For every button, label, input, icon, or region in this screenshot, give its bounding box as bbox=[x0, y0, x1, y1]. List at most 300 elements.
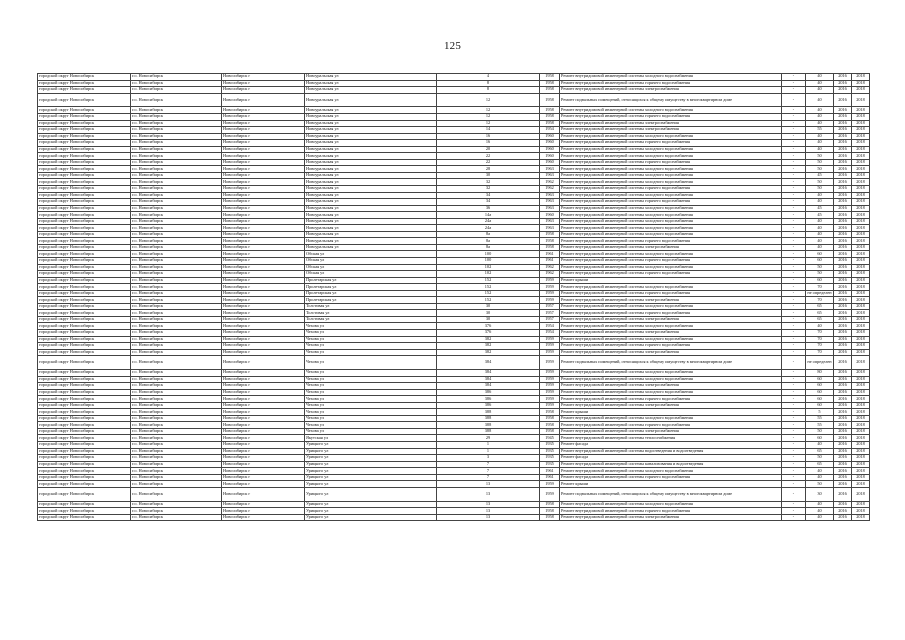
house-number-cell: 30 bbox=[437, 310, 540, 317]
district-cell: городской округ Новосибирск bbox=[38, 258, 131, 265]
dash-cell: - bbox=[782, 508, 806, 515]
price-cell: 50 bbox=[806, 166, 834, 173]
work-type-cell: Ремонт внутридомовой инженерной системы холодного водоснабжения bbox=[560, 212, 782, 219]
start-year-cell: 2016 bbox=[834, 218, 852, 225]
city-cell: Новосибирск г bbox=[222, 74, 305, 81]
build-year-cell: 1958 bbox=[540, 409, 560, 416]
street-cell: Новоуральская ул bbox=[305, 244, 437, 251]
start-year-cell: 2016 bbox=[834, 316, 852, 323]
price-cell: 45 bbox=[806, 212, 834, 219]
street-cell: Новоуральская ул bbox=[305, 153, 437, 160]
build-year-cell: 1962 bbox=[540, 264, 560, 271]
municipality-cell: г.о. Новосибирск bbox=[131, 140, 222, 147]
district-cell: городской округ Новосибирск bbox=[38, 277, 131, 284]
price-cell: 55 bbox=[806, 127, 834, 134]
city-cell: Новосибирск г bbox=[222, 514, 305, 521]
district-cell: городской округ Новосибирск bbox=[38, 290, 131, 297]
price-cell: 70 bbox=[806, 297, 834, 304]
house-number-cell: 14 bbox=[437, 127, 540, 134]
end-year-cell: 2018 bbox=[852, 238, 870, 245]
end-year-cell: 2018 bbox=[852, 508, 870, 515]
city-cell: Новосибирск г bbox=[222, 218, 305, 225]
dash-cell: - bbox=[782, 349, 806, 356]
district-cell: городской округ Новосибирск bbox=[38, 80, 131, 87]
end-year-cell: 2018 bbox=[852, 487, 870, 501]
build-year-cell: 1960 bbox=[540, 140, 560, 147]
municipality-cell: г.о. Новосибирск bbox=[131, 159, 222, 166]
dash-cell: - bbox=[782, 113, 806, 120]
district-cell: городской округ Новосибирск bbox=[38, 415, 131, 422]
house-number-cell: 100 bbox=[437, 258, 540, 265]
end-year-cell: 2018 bbox=[852, 231, 870, 238]
street-cell: Чехова ул bbox=[305, 409, 437, 416]
end-year-cell: 2018 bbox=[852, 277, 870, 284]
street-cell: Пролетарская ул bbox=[305, 277, 437, 284]
end-year-cell: 2018 bbox=[852, 205, 870, 212]
price-cell: 40 bbox=[806, 474, 834, 481]
build-year-cell: 1960 bbox=[540, 133, 560, 140]
house-number-cell: 22 bbox=[437, 153, 540, 160]
build-year-cell: 1960 bbox=[540, 146, 560, 153]
city-cell: Новосибирск г bbox=[222, 277, 305, 284]
start-year-cell: 2016 bbox=[834, 389, 852, 396]
house-number-cell: 3 bbox=[437, 455, 540, 462]
dash-cell: - bbox=[782, 212, 806, 219]
city-cell: Новосибирск г bbox=[222, 107, 305, 114]
district-cell: городской округ Новосибирск bbox=[38, 218, 131, 225]
end-year-cell: 2018 bbox=[852, 474, 870, 481]
house-number-cell: 376 bbox=[437, 330, 540, 337]
district-cell: городской округ Новосибирск bbox=[38, 199, 131, 206]
price-cell: 50 bbox=[806, 153, 834, 160]
district-cell: городской округ Новосибирск bbox=[38, 428, 131, 435]
end-year-cell: 2018 bbox=[852, 310, 870, 317]
build-year-cell: 1962 bbox=[540, 179, 560, 186]
district-cell: городской округ Новосибирск bbox=[38, 159, 131, 166]
district-cell: городской округ Новосибирск bbox=[38, 508, 131, 515]
dash-cell: - bbox=[782, 316, 806, 323]
house-number-cell: 386 bbox=[437, 396, 540, 403]
district-cell: городской округ Новосибирск bbox=[38, 238, 131, 245]
price-cell: 60 bbox=[806, 396, 834, 403]
end-year-cell: 2018 bbox=[852, 113, 870, 120]
house-number-cell: 152 bbox=[437, 284, 540, 291]
build-year-cell: 1958 bbox=[540, 120, 560, 127]
street-cell: Чехова ул bbox=[305, 343, 437, 350]
dash-cell: - bbox=[782, 336, 806, 343]
house-number-cell: 32 bbox=[437, 179, 540, 186]
dash-cell: - bbox=[782, 186, 806, 193]
municipality-cell: г.о. Новосибирск bbox=[131, 323, 222, 330]
municipality-cell: г.о. Новосибирск bbox=[131, 468, 222, 475]
start-year-cell: 2016 bbox=[834, 461, 852, 468]
city-cell: Новосибирск г bbox=[222, 336, 305, 343]
build-year-cell: 1961 bbox=[540, 251, 560, 258]
price-cell: 60 bbox=[806, 251, 834, 258]
price-cell: 50 bbox=[806, 271, 834, 278]
price-cell: 50 bbox=[806, 179, 834, 186]
price-cell: 40 bbox=[806, 442, 834, 449]
end-year-cell: 2018 bbox=[852, 264, 870, 271]
city-cell: Новосибирск г bbox=[222, 409, 305, 416]
street-cell: Новоуральская ул bbox=[305, 186, 437, 193]
price-cell: 40 bbox=[806, 74, 834, 81]
work-type-cell: Ремонт внутридомовой инженерной системы горячего водоснабжения bbox=[560, 290, 782, 297]
work-type-cell: Ремонт внутридомовой инженерной системы электроснабжения bbox=[560, 383, 782, 390]
house-number-cell: 13 bbox=[437, 514, 540, 521]
build-year-cell: 1935 bbox=[540, 448, 560, 455]
municipality-cell: г.о. Новосибирск bbox=[131, 205, 222, 212]
price-cell: 40 bbox=[806, 120, 834, 127]
house-number-cell: 382 bbox=[437, 343, 540, 350]
end-year-cell: 2018 bbox=[852, 468, 870, 475]
price-cell: 70 bbox=[806, 336, 834, 343]
build-year-cell: 1963 bbox=[540, 172, 560, 179]
house-number-cell: 16 bbox=[437, 140, 540, 147]
end-year-cell: 2018 bbox=[852, 153, 870, 160]
municipality-cell: г.о. Новосибирск bbox=[131, 133, 222, 140]
build-year-cell: 1958 bbox=[540, 107, 560, 114]
build-year-cell: 1959 bbox=[540, 402, 560, 409]
district-cell: городской округ Новосибирск bbox=[38, 87, 131, 94]
city-cell: Новосибирск г bbox=[222, 487, 305, 501]
municipality-cell: г.о. Новосибирск bbox=[131, 297, 222, 304]
city-cell: Новосибирск г bbox=[222, 284, 305, 291]
district-cell: городской округ Новосибирск bbox=[38, 205, 131, 212]
house-number-cell: 16 bbox=[437, 133, 540, 140]
dash-cell: - bbox=[782, 376, 806, 383]
start-year-cell: 2016 bbox=[834, 113, 852, 120]
end-year-cell: 2018 bbox=[852, 422, 870, 429]
house-number-cell: 152 bbox=[437, 297, 540, 304]
house-number-cell: 13 bbox=[437, 487, 540, 501]
work-type-cell: Ремонт внутридомовой инженерной системы холодного водоснабжения bbox=[560, 264, 782, 271]
start-year-cell: 2016 bbox=[834, 212, 852, 219]
district-cell: городской округ Новосибирск bbox=[38, 93, 131, 107]
district-cell: городской округ Новосибирск bbox=[38, 376, 131, 383]
work-type-cell: Ремонт внутридомовой инженерной системы горячего водоснабжения bbox=[560, 113, 782, 120]
city-cell: Новосибирск г bbox=[222, 120, 305, 127]
dash-cell: - bbox=[782, 127, 806, 134]
district-cell: городской округ Новосибирск bbox=[38, 264, 131, 271]
city-cell: Новосибирск г bbox=[222, 251, 305, 258]
start-year-cell: 2016 bbox=[834, 271, 852, 278]
end-year-cell: 2018 bbox=[852, 225, 870, 232]
table-row bbox=[38, 487, 870, 501]
city-cell: Новосибирск г bbox=[222, 422, 305, 429]
district-cell: городской округ Новосибирск bbox=[38, 336, 131, 343]
dash-cell: - bbox=[782, 192, 806, 199]
build-year-cell: 1958 bbox=[540, 87, 560, 94]
price-cell: 80 bbox=[806, 370, 834, 377]
price-cell: 40 bbox=[806, 199, 834, 206]
end-year-cell: 2018 bbox=[852, 343, 870, 350]
table-row bbox=[38, 93, 870, 107]
city-cell: Новосибирск г bbox=[222, 264, 305, 271]
district-cell: городской округ Новосибирск bbox=[38, 225, 131, 232]
municipality-cell: г.о. Новосибирск bbox=[131, 74, 222, 81]
city-cell: Новосибирск г bbox=[222, 225, 305, 232]
start-year-cell: 2016 bbox=[834, 133, 852, 140]
house-number-cell: 7 bbox=[437, 468, 540, 475]
build-year-cell: 1958 bbox=[540, 238, 560, 245]
work-type-cell: Ремонт внутридомовой инженерной системы горячего водоснабжения bbox=[560, 159, 782, 166]
start-year-cell: 2016 bbox=[834, 448, 852, 455]
house-number-cell: 388 bbox=[437, 428, 540, 435]
end-year-cell: 2018 bbox=[852, 218, 870, 225]
district-cell: городской округ Новосибирск bbox=[38, 133, 131, 140]
dash-cell: - bbox=[782, 93, 806, 107]
end-year-cell: 2018 bbox=[852, 316, 870, 323]
work-type-cell: Ремонт внутридомовой инженерной системы холодного водоснабжения bbox=[560, 501, 782, 508]
house-number-cell: 13 bbox=[437, 508, 540, 515]
price-cell: 50 bbox=[806, 159, 834, 166]
build-year-cell: 1959 bbox=[540, 370, 560, 377]
municipality-cell: г.о. Новосибирск bbox=[131, 396, 222, 403]
house-number-cell: 29 bbox=[437, 435, 540, 442]
start-year-cell: 2016 bbox=[834, 264, 852, 271]
start-year-cell: 2016 bbox=[834, 376, 852, 383]
work-type-cell: Ремонт внутридомовой инженерной системы горячего водоснабжения bbox=[560, 80, 782, 87]
dash-cell: - bbox=[782, 199, 806, 206]
street-cell: Урицкого ул bbox=[305, 487, 437, 501]
price-cell: 40 bbox=[806, 146, 834, 153]
work-type-cell: Ремонт внутридомовой инженерной системы горячего водоснабжения bbox=[560, 271, 782, 278]
municipality-cell: г.о. Новосибирск bbox=[131, 277, 222, 284]
district-cell: городской округ Новосибирск bbox=[38, 435, 131, 442]
municipality-cell: г.о. Новосибирск bbox=[131, 474, 222, 481]
city-cell: Новосибирск г bbox=[222, 316, 305, 323]
table-row bbox=[38, 514, 870, 521]
start-year-cell: 2016 bbox=[834, 474, 852, 481]
build-year-cell: 1959 bbox=[540, 277, 560, 284]
house-number-cell: 20 bbox=[437, 146, 540, 153]
price-cell: 60 bbox=[806, 435, 834, 442]
work-type-cell: Ремонт внутридомовой инженерной системы холодного водоснабжения bbox=[560, 225, 782, 232]
price-cell: 60 bbox=[806, 402, 834, 409]
street-cell: Новоуральская ул bbox=[305, 140, 437, 147]
district-cell: городской округ Новосибирск bbox=[38, 310, 131, 317]
municipality-cell: г.о. Новосибирск bbox=[131, 290, 222, 297]
street-cell: Новоуральская ул bbox=[305, 212, 437, 219]
city-cell: Новосибирск г bbox=[222, 303, 305, 310]
municipality-cell: г.о. Новосибирск bbox=[131, 487, 222, 501]
city-cell: Новосибирск г bbox=[222, 166, 305, 173]
city-cell: Новосибирск г bbox=[222, 80, 305, 87]
dash-cell: - bbox=[782, 389, 806, 396]
end-year-cell: 2018 bbox=[852, 107, 870, 114]
city-cell: Новосибирск г bbox=[222, 172, 305, 179]
price-cell: 40 bbox=[806, 218, 834, 225]
dash-cell: - bbox=[782, 448, 806, 455]
city-cell: Новосибирск г bbox=[222, 192, 305, 199]
dash-cell: - bbox=[782, 231, 806, 238]
dash-cell: - bbox=[782, 383, 806, 390]
house-number-cell: 24а bbox=[437, 218, 540, 225]
district-cell: городской округ Новосибирск bbox=[38, 120, 131, 127]
house-number-cell: 28 bbox=[437, 166, 540, 173]
dash-cell: - bbox=[782, 159, 806, 166]
end-year-cell: 2018 bbox=[852, 127, 870, 134]
street-cell: Новоуральская ул bbox=[305, 199, 437, 206]
street-cell: Чехова ул bbox=[305, 396, 437, 403]
end-year-cell: 2018 bbox=[852, 179, 870, 186]
municipality-cell: г.о. Новосибирск bbox=[131, 186, 222, 193]
work-type-cell: Ремонт внутридомовой инженерной системы холодного водоснабжения bbox=[560, 172, 782, 179]
start-year-cell: 2016 bbox=[834, 409, 852, 416]
end-year-cell: 2018 bbox=[852, 74, 870, 81]
city-cell: Новосибирск г bbox=[222, 153, 305, 160]
city-cell: Новосибирск г bbox=[222, 127, 305, 134]
street-cell: Обская ул bbox=[305, 258, 437, 265]
build-year-cell: 1961 bbox=[540, 258, 560, 265]
work-type-cell: Ремонт внутридомовой инженерной системы электроснабжения bbox=[560, 330, 782, 337]
street-cell: Толстовая ул bbox=[305, 316, 437, 323]
work-type-cell: Ремонт крыши bbox=[560, 277, 782, 284]
street-cell: Урицкого ул bbox=[305, 474, 437, 481]
dash-cell: - bbox=[782, 396, 806, 403]
city-cell: Новосибирск г bbox=[222, 186, 305, 193]
price-cell: не определен bbox=[806, 356, 834, 370]
house-number-cell: 102 bbox=[437, 271, 540, 278]
end-year-cell: 2018 bbox=[852, 80, 870, 87]
municipality-cell: г.о. Новосибирск bbox=[131, 310, 222, 317]
work-type-cell: Ремонт внутридомовой инженерной системы холодного водоснабжения bbox=[560, 192, 782, 199]
build-year-cell: 1935 bbox=[540, 455, 560, 462]
city-cell: Новосибирск г bbox=[222, 199, 305, 206]
municipality-cell: г.о. Новосибирск bbox=[131, 172, 222, 179]
dash-cell: - bbox=[782, 74, 806, 81]
end-year-cell: 2018 bbox=[852, 166, 870, 173]
build-year-cell: 1958 bbox=[540, 422, 560, 429]
street-cell: Урицкого ул bbox=[305, 508, 437, 515]
dash-cell: - bbox=[782, 415, 806, 422]
city-cell: Новосибирск г bbox=[222, 87, 305, 94]
start-year-cell: 2016 bbox=[834, 277, 852, 284]
price-cell: 60 bbox=[806, 258, 834, 265]
end-year-cell: 2018 bbox=[852, 349, 870, 356]
municipality-cell: г.о. Новосибирск bbox=[131, 455, 222, 462]
build-year-cell: 1961 bbox=[540, 474, 560, 481]
district-cell: городской округ Новосибирск bbox=[38, 474, 131, 481]
street-cell: Пролетарская ул bbox=[305, 297, 437, 304]
build-year-cell: 1963 bbox=[540, 192, 560, 199]
city-cell: Новосибирск г bbox=[222, 501, 305, 508]
municipality-cell: г.о. Новосибирск bbox=[131, 225, 222, 232]
build-year-cell: 1960 bbox=[540, 159, 560, 166]
work-type-cell: Ремонт внутридомовой инженерной системы холодного водоснабжения bbox=[560, 205, 782, 212]
build-year-cell: 1961 bbox=[540, 468, 560, 475]
municipality-cell: г.о. Новосибирск bbox=[131, 107, 222, 114]
dash-cell: - bbox=[782, 422, 806, 429]
build-year-cell: 1958 bbox=[540, 508, 560, 515]
price-cell: 40 bbox=[806, 508, 834, 515]
city-cell: Новосибирск г bbox=[222, 343, 305, 350]
dash-cell: - bbox=[782, 120, 806, 127]
street-cell: Новоуральская ул bbox=[305, 87, 437, 94]
dash-cell: - bbox=[782, 442, 806, 449]
dash-cell: - bbox=[782, 435, 806, 442]
house-number-cell: 30 bbox=[437, 303, 540, 310]
end-year-cell: 2018 bbox=[852, 199, 870, 206]
district-cell: городской округ Новосибирск bbox=[38, 455, 131, 462]
house-number-cell: 7 bbox=[437, 474, 540, 481]
price-cell: 60 bbox=[806, 383, 834, 390]
municipality-cell: г.о. Новосибирск bbox=[131, 120, 222, 127]
start-year-cell: 2016 bbox=[834, 310, 852, 317]
start-year-cell: 2016 bbox=[834, 442, 852, 449]
city-cell: Новосибирск г bbox=[222, 474, 305, 481]
house-number-cell: 12 bbox=[437, 120, 540, 127]
street-cell: Новоуральская ул bbox=[305, 231, 437, 238]
city-cell: Новосибирск г bbox=[222, 244, 305, 251]
work-type-cell: Ремонт внутридомовой инженерной системы горячего водоснабжения bbox=[560, 199, 782, 206]
build-year-cell: 1935 bbox=[540, 461, 560, 468]
district-cell: городской округ Новосибирск bbox=[38, 297, 131, 304]
city-cell: Новосибирск г bbox=[222, 442, 305, 449]
end-year-cell: 2018 bbox=[852, 330, 870, 337]
municipality-cell: г.о. Новосибирск bbox=[131, 370, 222, 377]
work-type-cell: Ремонт внутридомовой инженерной системы горячего водоснабжения bbox=[560, 186, 782, 193]
end-year-cell: 2018 bbox=[852, 336, 870, 343]
street-cell: Чехова ул bbox=[305, 422, 437, 429]
start-year-cell: 2016 bbox=[834, 225, 852, 232]
house-number-cell: 382 bbox=[437, 336, 540, 343]
house-number-cell: 14а bbox=[437, 212, 540, 219]
house-number-cell: 36 bbox=[437, 205, 540, 212]
build-year-cell: 1945 bbox=[540, 435, 560, 442]
start-year-cell: 2016 bbox=[834, 166, 852, 173]
build-year-cell: 1958 bbox=[540, 80, 560, 87]
street-cell: Чехова ул bbox=[305, 376, 437, 383]
build-year-cell: 1959 bbox=[540, 396, 560, 403]
work-type-cell: Ремонт внутридомовой инженерной системы холодного водоснабжения bbox=[560, 323, 782, 330]
house-number-cell: 384 bbox=[437, 383, 540, 390]
district-cell: городской округ Новосибирск bbox=[38, 244, 131, 251]
municipality-cell: г.о. Новосибирск bbox=[131, 508, 222, 515]
district-cell: городской округ Новосибирск bbox=[38, 303, 131, 310]
start-year-cell: 2016 bbox=[834, 172, 852, 179]
dash-cell: - bbox=[782, 251, 806, 258]
work-type-cell: Ремонт внутридомовой инженерной системы горячего водоснабжения bbox=[560, 343, 782, 350]
dash-cell: - bbox=[782, 218, 806, 225]
dash-cell: - bbox=[782, 133, 806, 140]
start-year-cell: 2016 bbox=[834, 231, 852, 238]
build-year-cell: 1957 bbox=[540, 310, 560, 317]
city-cell: Новосибирск г bbox=[222, 349, 305, 356]
street-cell: Урицкого ул bbox=[305, 514, 437, 521]
city-cell: Новосибирск г bbox=[222, 481, 305, 488]
work-type-cell: Ремонт крыши bbox=[560, 409, 782, 416]
build-year-cell: 1957 bbox=[540, 316, 560, 323]
end-year-cell: 2018 bbox=[852, 159, 870, 166]
city-cell: Новосибирск г bbox=[222, 179, 305, 186]
street-cell: Якутская ул bbox=[305, 435, 437, 442]
municipality-cell: г.о. Новосибирск bbox=[131, 199, 222, 206]
price-cell: 40 bbox=[806, 238, 834, 245]
city-cell: Новосибирск г bbox=[222, 133, 305, 140]
city-cell: Новосибирск г bbox=[222, 383, 305, 390]
municipality-cell: г.о. Новосибирск bbox=[131, 422, 222, 429]
price-cell: 40 bbox=[806, 87, 834, 94]
build-year-cell: 1958 bbox=[540, 113, 560, 120]
city-cell: Новосибирск г bbox=[222, 205, 305, 212]
district-cell: городской округ Новосибирск bbox=[38, 501, 131, 508]
district-cell: городской округ Новосибирск bbox=[38, 153, 131, 160]
start-year-cell: 2016 bbox=[834, 501, 852, 508]
work-type-cell: Ремонт внутридомовой инженерной системы электроснабжения bbox=[560, 297, 782, 304]
dash-cell: - bbox=[782, 225, 806, 232]
